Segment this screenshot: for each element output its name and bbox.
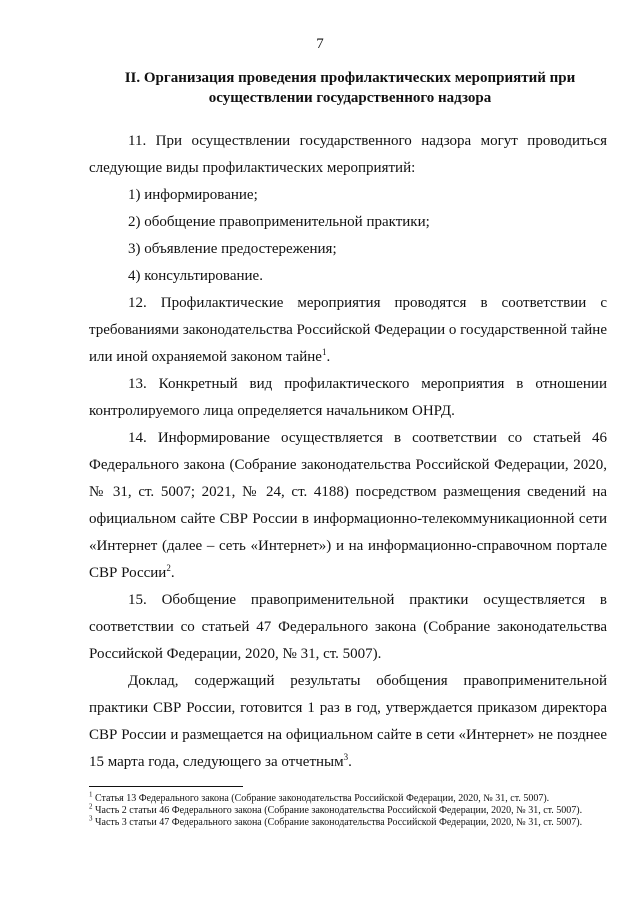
paragraph-14-text: 14. Информирование осуществляется в соответствии со статьей 46 Федерального закона (Собрание законодательства Российской Федерации, 2020, № 31, ст. 5007; 2021, № 24, ст. 4188) посредством размещения сведений на официальном сайте СВР России в информационно-телекоммуникационной сети «Интернет (далее – сеть «Интернет») и на информационно-справочном портале СВР России [89,430,607,581]
document-body [89,128,607,776]
list-item-generalization: 2) обобщение правоприменительной практики; [128,214,430,230]
section-title-line-1: II. Организация проведения профилактических мероприятий при [124,70,576,86]
section-title [60,68,640,108]
list-item-informing: 1) информирование; [128,187,258,203]
footnote-1-number: 1 [89,790,93,799]
paragraph-13: 13. Конкретный вид профилактического мероприятия в отношении контролируемого лица определяется начальником ОНРД. [89,376,607,419]
list-item-consulting: 4) консультирование. [128,268,263,284]
paragraph-12-text: 12. Профилактические мероприятия проводятся в соответствии с требованиями законодательства Российской Федерации о государственной тайне или иной охраняемой законом тайне [89,295,607,365]
paragraph-report-end: . [348,754,352,770]
paragraph-report-text: Доклад, содержащий результаты обобщения правоприменительной практики СВР России, готовится 1 раз в год, утверждается приказом директора СВР России и размещается на официальном сайте в сети «Интернет» не позднее 15 марта года, следующего за отчетным [89,673,607,770]
footnote-ref-1: 1 [321,347,327,357]
footnotes [89,790,611,829]
footnote-3 [89,814,611,829]
footnote-2-number: 2 [89,802,93,811]
paragraph-12 [89,290,607,371]
footnote-2 [89,802,611,817]
paragraph-14-end: . [170,565,175,581]
footnote-3-text: Часть 3 статьи 47 Федерального закона (Собрание законодательства Российской Федерации, 2020, № 31, ст. 5007). [92,817,583,828]
footnote-1-text: Статья 13 Федерального закона (Собрание законодательства Российской Федерации, 2020, № 31, ст. 5007). [92,793,550,804]
page-number: 7 [316,36,324,52]
list-item-warning: 3) объявление предостережения; [128,241,337,257]
footnote-3-number: 3 [89,814,93,823]
footnote-ref-3: 3 [343,752,349,762]
paragraph-report [89,668,607,776]
paragraph-11: 11. При осуществлении государственного надзора могут проводиться следующие виды профилактических мероприятий: [89,133,607,176]
footnote-divider [89,786,243,787]
footnote-2-text: Часть 2 статьи 46 Федерального закона (Собрание законодательства Российской Федерации, 2020, № 31, ст. 5007). [92,805,583,816]
paragraph-15: 15. Обобщение правоприменительной практики осуществляется в соответствии со статьей 47 Федерального закона (Собрание законодательства Российской Федерации, 2020, № 31, ст. 5007). [89,592,607,662]
paragraph-12-end: . [326,349,331,365]
footnote-1 [89,790,611,805]
section-title-line-2: осуществлении государственного надзора [208,90,492,106]
footnote-ref-2: 2 [166,563,171,573]
paragraph-14 [89,425,607,587]
